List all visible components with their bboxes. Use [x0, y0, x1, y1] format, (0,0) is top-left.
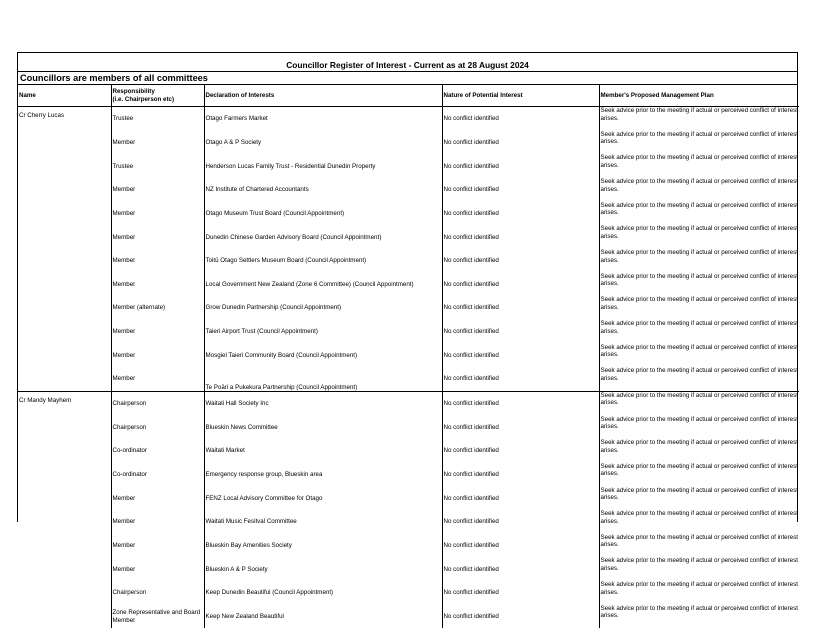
cell-declaration: Emergency response group, Blueskin area [204, 463, 442, 487]
header-row [18, 85, 799, 107]
cell-plan: Seek advice prior to the meeting if actual or perceived conflict of interest arises. [599, 202, 799, 226]
cell-nature: No conflict identified [442, 273, 599, 297]
cell-responsibility: Chairperson [111, 416, 204, 440]
cell-plan: Seek advice prior to the meeting if actual or perceived conflict of interest arises. [599, 605, 799, 628]
table-row [18, 391, 799, 415]
cell-name [18, 249, 111, 273]
header-name: Name [18, 85, 111, 107]
header-responsibility-line1: Responsibility [112, 88, 155, 96]
cell-plan: Seek advice prior to the meeting if actual or perceived conflict of interest arises. [599, 534, 799, 558]
cell-name [18, 344, 111, 368]
cell-nature: No conflict identified [442, 320, 599, 344]
cell-declaration: Henderson Lucas Family Trust - Residential Dunedin Property [204, 154, 442, 178]
cell-responsibility: Member [111, 487, 204, 511]
cell-responsibility: Co-ordinator [111, 439, 204, 463]
cell-name [18, 534, 111, 558]
cell-plan: Seek advice prior to the meeting if actual or perceived conflict of interest arises. [599, 178, 799, 202]
cell-plan: Seek advice prior to the meeting if actual or perceived conflict of interest arises. [599, 320, 799, 344]
cell-name [18, 510, 111, 534]
cell-declaration: Grow Dunedin Partnership (Council Appointment) [204, 296, 442, 320]
cell-plan: Seek advice prior to the meeting if actual or perceived conflict of interest arises. [599, 249, 799, 273]
cell-name: Cr Cherry Lucas [19, 112, 65, 119]
table-row [18, 463, 799, 487]
cell-plan: Seek advice prior to the meeting if actual or perceived conflict of interest arises. [599, 225, 799, 249]
cell-plan: Seek advice prior to the meeting if actual or perceived conflict of interest arises. [599, 131, 799, 155]
cell-plan: Seek advice prior to the meeting if actual or perceived conflict of interest arises. [599, 107, 799, 131]
table-row [18, 131, 799, 155]
table-row [18, 605, 799, 628]
cell-nature: No conflict identified [442, 296, 599, 320]
cell-responsibility: Member [111, 225, 204, 249]
register-subtitle: Councillors are members of all committees [18, 72, 797, 85]
cell-plan: Seek advice prior to the meeting if actual or perceived conflict of interest arises. [599, 581, 799, 605]
table-row [18, 249, 799, 273]
cell-plan: Seek advice prior to the meeting if actual or perceived conflict of interest arises. [599, 391, 799, 415]
cell-declaration: Blueskin A & P Society [204, 557, 442, 581]
cell-name [18, 487, 111, 511]
cell-name [18, 605, 111, 628]
cell-responsibility: Trustee [111, 107, 204, 131]
header-plan: Member's Proposed Management Plan [599, 85, 799, 107]
table-row [18, 367, 799, 391]
cell-declaration: Dunedin Chinese Garden Advisory Board (Council Appointment) [204, 225, 442, 249]
cell-plan: Seek advice prior to the meeting if actual or perceived conflict of interest arises. [599, 344, 799, 368]
cell-name [18, 178, 111, 202]
cell-name [18, 273, 111, 297]
cell-responsibility: Member [111, 557, 204, 581]
cell-name: Cr Mandy Mayhem [19, 396, 72, 404]
cell-declaration: Local Government New Zealand (Zone 6 Committee) (Council Appointment) [204, 273, 442, 297]
cell-responsibility: Chairperson [111, 581, 204, 605]
table-row [18, 510, 799, 534]
cell-plan: Seek advice prior to the meeting if actual or perceived conflict of interest arises. [599, 557, 799, 581]
cell-nature: No conflict identified [442, 487, 599, 511]
cell-declaration: Waitati Hall Society Inc [204, 391, 442, 415]
cell-declaration: Te Poāri a Pukekura Partnership (Council Appointment) [204, 367, 442, 391]
cell-plan: Seek advice prior to the meeting if actual or perceived conflict of interest arises. [599, 510, 799, 534]
cell-name [18, 439, 111, 463]
cell-nature: No conflict identified [442, 439, 599, 463]
cell-declaration: Blueskin Bay Amenities Society [204, 534, 442, 558]
header-responsibility-line2: (i.e. Chairperson etc) [112, 95, 175, 103]
cell-declaration: Waitati Music Fesitval Committee [204, 510, 442, 534]
cell-nature: No conflict identified [442, 605, 599, 628]
register-sheet [17, 52, 798, 624]
cell-declaration: Otago A & P Society [204, 131, 442, 155]
table-row [18, 320, 799, 344]
cell-nature: No conflict identified [442, 154, 599, 178]
cell-nature: No conflict identified [442, 178, 599, 202]
cell-declaration: Otago Farmers Market [204, 107, 442, 131]
cell-responsibility: Member [111, 131, 204, 155]
table-row [18, 154, 799, 178]
register-title: Councillor Register of Interest - Current as at 28 August 2024 [18, 53, 797, 72]
cell-name [18, 320, 111, 344]
register-table [18, 85, 799, 628]
cell-plan: Seek advice prior to the meeting if actual or perceived conflict of interest arises. [599, 439, 799, 463]
cell-plan: Seek advice prior to the meeting if actual or perceived conflict of interest arises. [599, 154, 799, 178]
cell-declaration: NZ Institute of Chartered Accountants [204, 178, 442, 202]
cell-declaration: Toitū Otago Settlers Museum Board (Council Appointment) [204, 249, 442, 273]
table-row [18, 344, 799, 368]
cell-nature: No conflict identified [442, 581, 599, 605]
cell-name [18, 202, 111, 226]
table-row [18, 557, 799, 581]
table-row [18, 178, 799, 202]
cell-responsibility: Member [111, 534, 204, 558]
cell-nature: No conflict identified [442, 557, 599, 581]
cell-declaration: Taieri Airport Trust (Council Appointment) [204, 320, 442, 344]
cell-nature: No conflict identified [442, 131, 599, 155]
cell-declaration: Waitati Market [204, 439, 442, 463]
cell-responsibility: Member [111, 510, 204, 534]
table-row [18, 487, 799, 511]
cell-nature: No conflict identified [442, 416, 599, 440]
header-nature: Nature of Potential Interest [442, 85, 599, 107]
cell-name [18, 367, 111, 391]
cell-nature: No conflict identified [442, 367, 599, 391]
table-row [18, 107, 799, 131]
cell-declaration: Keep New Zealand Beautiful [204, 605, 442, 628]
table-row [18, 439, 799, 463]
cell-plan: Seek advice prior to the meeting if actual or perceived conflict of interest arises. [599, 463, 799, 487]
cell-name [18, 557, 111, 581]
cell-plan: Seek advice prior to the meeting if actual or perceived conflict of interest arises. [599, 367, 799, 391]
cell-responsibility: Co-ordinator [111, 463, 204, 487]
cell-responsibility: Member [111, 320, 204, 344]
table-row [18, 581, 799, 605]
table-row [18, 416, 799, 440]
cell-responsibility: Member [111, 344, 204, 368]
cell-responsibility: Chairperson [111, 391, 204, 415]
cell-declaration: Otago Museum Trust Board (Council Appointment) [204, 202, 442, 226]
cell-nature: No conflict identified [442, 391, 599, 415]
cell-nature: No conflict identified [442, 510, 599, 534]
table-row [18, 225, 799, 249]
table-row [18, 202, 799, 226]
cell-plan: Seek advice prior to the meeting if actual or perceived conflict of interest arises. [599, 416, 799, 440]
cell-declaration: Mosgiel Taieri Community Board (Council Appointment) [204, 344, 442, 368]
cell-nature: No conflict identified [442, 107, 599, 131]
cell-responsibility: Member [111, 178, 204, 202]
cell-name [18, 416, 111, 440]
cell-nature: No conflict identified [442, 463, 599, 487]
cell-nature: No conflict identified [442, 344, 599, 368]
cell-name [18, 225, 111, 249]
cell-name [18, 296, 111, 320]
cell-responsibility: Zone Representative and Board Member [111, 605, 204, 628]
cell-responsibility: Member (alternate) [111, 296, 204, 320]
cell-declaration: Blueskin News Committee [204, 416, 442, 440]
cell-plan: Seek advice prior to the meeting if actual or perceived conflict of interest arises. [599, 296, 799, 320]
table-row [18, 534, 799, 558]
cell-declaration: FENZ Local Advisory Committee for Otago [204, 487, 442, 511]
cell-name [18, 131, 111, 155]
table-row [18, 296, 799, 320]
cell-name [18, 581, 111, 605]
cell-nature: No conflict identified [442, 534, 599, 558]
cell-responsibility: Trustee [111, 154, 204, 178]
cell-nature: No conflict identified [442, 249, 599, 273]
header-declaration: Declaration of Interests [204, 85, 442, 107]
cell-responsibility: Member [111, 367, 204, 391]
cell-nature: No conflict identified [442, 202, 599, 226]
cell-plan: Seek advice prior to the meeting if actual or perceived conflict of interest arises. [599, 273, 799, 297]
cell-nature: No conflict identified [442, 225, 599, 249]
cell-name [18, 463, 111, 487]
header-responsibility [111, 85, 204, 107]
table-row [18, 273, 799, 297]
cell-declaration: Keep Dunedin Beautiful (Council Appointment) [204, 581, 442, 605]
cell-responsibility: Member [111, 273, 204, 297]
cell-responsibility: Member [111, 202, 204, 226]
cell-name [18, 154, 111, 178]
cell-plan: Seek advice prior to the meeting if actual or perceived conflict of interest arises. [599, 487, 799, 511]
cell-responsibility: Member [111, 249, 204, 273]
